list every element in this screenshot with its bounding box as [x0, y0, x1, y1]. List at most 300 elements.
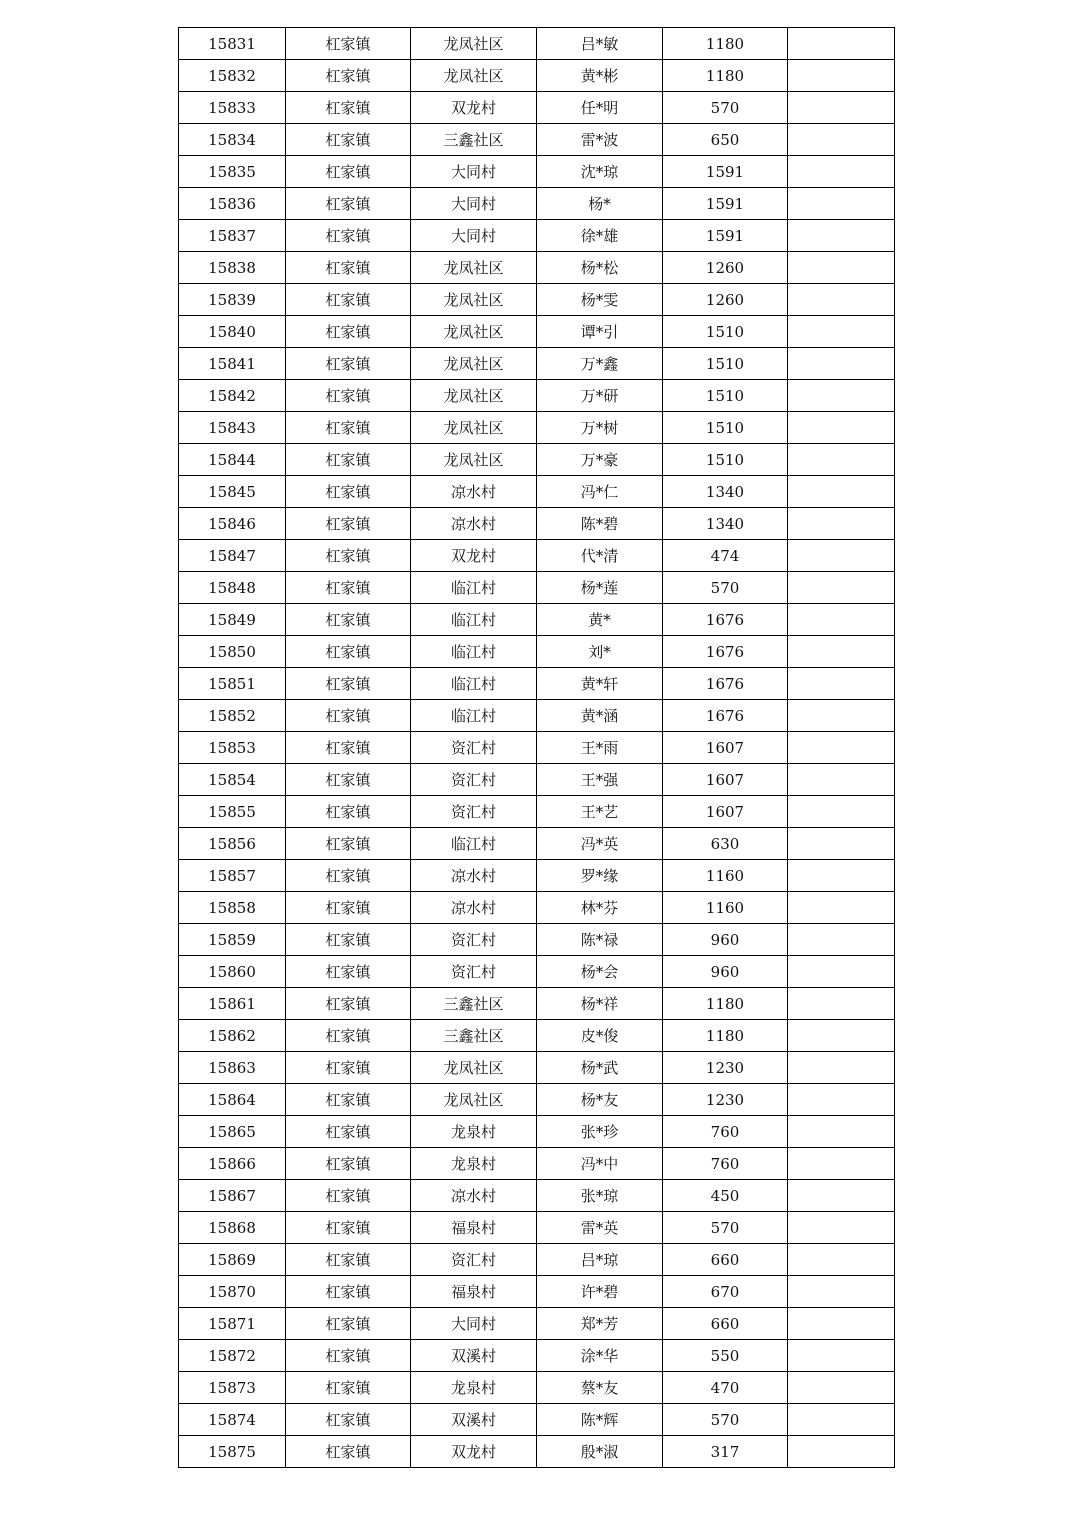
- cell-note: [788, 60, 895, 92]
- cell-serial-number: 15861: [179, 988, 286, 1020]
- table-row: [179, 1436, 895, 1468]
- cell-amount: 1260: [663, 252, 788, 284]
- cell-village: 临江村: [411, 636, 537, 668]
- cell-village: 凉水村: [411, 508, 537, 540]
- cell-note: [788, 284, 895, 316]
- cell-village: 龙凤社区: [411, 348, 537, 380]
- cell-amount: 650: [663, 124, 788, 156]
- cell-town: 杠家镇: [286, 60, 411, 92]
- table-row: [179, 540, 895, 572]
- cell-note: [788, 1180, 895, 1212]
- cell-town: 杠家镇: [286, 700, 411, 732]
- table-row: [179, 220, 895, 252]
- cell-name: 罗*缘: [537, 860, 663, 892]
- cell-amount: 1340: [663, 508, 788, 540]
- cell-village: 资汇村: [411, 924, 537, 956]
- cell-town: 杠家镇: [286, 156, 411, 188]
- cell-amount: 1676: [663, 668, 788, 700]
- cell-note: [788, 316, 895, 348]
- cell-note: [788, 700, 895, 732]
- cell-serial-number: 15872: [179, 1340, 286, 1372]
- cell-town: 杠家镇: [286, 572, 411, 604]
- table-row: [179, 604, 895, 636]
- cell-village: 资汇村: [411, 732, 537, 764]
- cell-serial-number: 15865: [179, 1116, 286, 1148]
- cell-village: 龙凤社区: [411, 28, 537, 60]
- cell-village: 临江村: [411, 700, 537, 732]
- cell-name: 张*琼: [537, 1180, 663, 1212]
- cell-note: [788, 860, 895, 892]
- table-row: [179, 1340, 895, 1372]
- cell-name: 杨*松: [537, 252, 663, 284]
- cell-village: 资汇村: [411, 956, 537, 988]
- table-row: [179, 124, 895, 156]
- cell-serial-number: 15845: [179, 476, 286, 508]
- table-row: [179, 892, 895, 924]
- cell-village: 龙凤社区: [411, 1084, 537, 1116]
- cell-village: 龙泉村: [411, 1148, 537, 1180]
- cell-town: 杠家镇: [286, 1244, 411, 1276]
- roster-table: [178, 27, 895, 1468]
- cell-serial-number: 15873: [179, 1372, 286, 1404]
- cell-serial-number: 15832: [179, 60, 286, 92]
- cell-serial-number: 15837: [179, 220, 286, 252]
- cell-amount: 1510: [663, 380, 788, 412]
- cell-village: 双龙村: [411, 92, 537, 124]
- cell-note: [788, 220, 895, 252]
- cell-serial-number: 15863: [179, 1052, 286, 1084]
- cell-amount: 1510: [663, 412, 788, 444]
- table-row: [179, 1276, 895, 1308]
- cell-amount: 1676: [663, 604, 788, 636]
- table-row: [179, 1308, 895, 1340]
- cell-note: [788, 1020, 895, 1052]
- cell-serial-number: 15839: [179, 284, 286, 316]
- table-row: [179, 508, 895, 540]
- cell-name: 涂*华: [537, 1340, 663, 1372]
- cell-name: 黄*涵: [537, 700, 663, 732]
- cell-serial-number: 15836: [179, 188, 286, 220]
- table-row: [179, 956, 895, 988]
- table-row: [179, 732, 895, 764]
- cell-note: [788, 540, 895, 572]
- cell-name: 杨*武: [537, 1052, 663, 1084]
- cell-village: 福泉村: [411, 1276, 537, 1308]
- cell-amount: 660: [663, 1244, 788, 1276]
- cell-town: 杠家镇: [286, 412, 411, 444]
- cell-town: 杠家镇: [286, 1148, 411, 1180]
- cell-serial-number: 15831: [179, 28, 286, 60]
- cell-village: 大同村: [411, 188, 537, 220]
- cell-amount: 960: [663, 924, 788, 956]
- cell-amount: 1160: [663, 860, 788, 892]
- cell-amount: 760: [663, 1148, 788, 1180]
- cell-village: 大同村: [411, 156, 537, 188]
- cell-name: 张*珍: [537, 1116, 663, 1148]
- cell-name: 王*艺: [537, 796, 663, 828]
- cell-name: 殷*淑: [537, 1436, 663, 1468]
- cell-name: 陈*禄: [537, 924, 663, 956]
- cell-note: [788, 508, 895, 540]
- cell-town: 杠家镇: [286, 284, 411, 316]
- cell-serial-number: 15835: [179, 156, 286, 188]
- table-row: [179, 444, 895, 476]
- cell-town: 杠家镇: [286, 636, 411, 668]
- cell-village: 三鑫社区: [411, 1020, 537, 1052]
- cell-amount: 1591: [663, 188, 788, 220]
- table-row: [179, 380, 895, 412]
- cell-town: 杠家镇: [286, 476, 411, 508]
- cell-village: 龙凤社区: [411, 444, 537, 476]
- cell-amount: 1676: [663, 700, 788, 732]
- cell-name: 陈*碧: [537, 508, 663, 540]
- cell-village: 双溪村: [411, 1340, 537, 1372]
- cell-amount: 1260: [663, 284, 788, 316]
- table-row: [179, 988, 895, 1020]
- cell-note: [788, 156, 895, 188]
- cell-village: 龙凤社区: [411, 284, 537, 316]
- cell-village: 三鑫社区: [411, 124, 537, 156]
- cell-amount: 1607: [663, 732, 788, 764]
- table-row: [179, 316, 895, 348]
- cell-name: 沈*琼: [537, 156, 663, 188]
- cell-name: 徐*雄: [537, 220, 663, 252]
- cell-note: [788, 252, 895, 284]
- table-row: [179, 188, 895, 220]
- cell-village: 龙凤社区: [411, 380, 537, 412]
- cell-town: 杠家镇: [286, 252, 411, 284]
- cell-town: 杠家镇: [286, 1340, 411, 1372]
- cell-serial-number: 15856: [179, 828, 286, 860]
- cell-town: 杠家镇: [286, 892, 411, 924]
- cell-name: 杨*祥: [537, 988, 663, 1020]
- cell-serial-number: 15834: [179, 124, 286, 156]
- cell-serial-number: 15849: [179, 604, 286, 636]
- cell-name: 皮*俊: [537, 1020, 663, 1052]
- cell-serial-number: 15854: [179, 764, 286, 796]
- table-row: [179, 1404, 895, 1436]
- cell-town: 杠家镇: [286, 1436, 411, 1468]
- cell-name: 黄*轩: [537, 668, 663, 700]
- cell-amount: 450: [663, 1180, 788, 1212]
- table-row: [179, 284, 895, 316]
- cell-town: 杠家镇: [286, 1276, 411, 1308]
- cell-note: [788, 92, 895, 124]
- cell-amount: 1230: [663, 1052, 788, 1084]
- cell-village: 双龙村: [411, 540, 537, 572]
- cell-village: 龙凤社区: [411, 412, 537, 444]
- cell-village: 龙凤社区: [411, 60, 537, 92]
- cell-town: 杠家镇: [286, 92, 411, 124]
- cell-village: 双溪村: [411, 1404, 537, 1436]
- cell-name: 万*鑫: [537, 348, 663, 380]
- table-row: [179, 60, 895, 92]
- cell-town: 杠家镇: [286, 604, 411, 636]
- cell-note: [788, 1244, 895, 1276]
- table-row: [179, 764, 895, 796]
- table-row: [179, 1372, 895, 1404]
- table-row: [179, 92, 895, 124]
- cell-serial-number: 15855: [179, 796, 286, 828]
- cell-serial-number: 15842: [179, 380, 286, 412]
- cell-note: [788, 1084, 895, 1116]
- cell-town: 杠家镇: [286, 1084, 411, 1116]
- cell-amount: 1510: [663, 444, 788, 476]
- cell-note: [788, 1436, 895, 1468]
- cell-name: 谭*引: [537, 316, 663, 348]
- cell-note: [788, 188, 895, 220]
- cell-name: 代*清: [537, 540, 663, 572]
- cell-amount: 317: [663, 1436, 788, 1468]
- cell-name: 杨*友: [537, 1084, 663, 1116]
- table-row: [179, 1084, 895, 1116]
- cell-serial-number: 15870: [179, 1276, 286, 1308]
- cell-amount: 1510: [663, 316, 788, 348]
- table-row: [179, 668, 895, 700]
- cell-name: 杨*: [537, 188, 663, 220]
- cell-name: 蔡*友: [537, 1372, 663, 1404]
- cell-amount: 1591: [663, 220, 788, 252]
- cell-name: 陈*辉: [537, 1404, 663, 1436]
- cell-village: 资汇村: [411, 796, 537, 828]
- cell-town: 杠家镇: [286, 828, 411, 860]
- table-row: [179, 252, 895, 284]
- table-row: [179, 700, 895, 732]
- cell-note: [788, 348, 895, 380]
- cell-amount: 470: [663, 1372, 788, 1404]
- cell-amount: 670: [663, 1276, 788, 1308]
- cell-village: 龙泉村: [411, 1372, 537, 1404]
- cell-name: 林*芬: [537, 892, 663, 924]
- cell-town: 杠家镇: [286, 380, 411, 412]
- cell-village: 临江村: [411, 604, 537, 636]
- cell-amount: 570: [663, 1212, 788, 1244]
- table-row: [179, 1244, 895, 1276]
- cell-village: 大同村: [411, 220, 537, 252]
- table-row: [179, 1180, 895, 1212]
- cell-village: 资汇村: [411, 1244, 537, 1276]
- cell-town: 杠家镇: [286, 1212, 411, 1244]
- cell-note: [788, 1148, 895, 1180]
- cell-amount: 660: [663, 1308, 788, 1340]
- table-row: [179, 796, 895, 828]
- cell-note: [788, 764, 895, 796]
- cell-amount: 570: [663, 1404, 788, 1436]
- cell-amount: 1340: [663, 476, 788, 508]
- cell-amount: 1180: [663, 1020, 788, 1052]
- table-row: [179, 828, 895, 860]
- cell-note: [788, 1276, 895, 1308]
- cell-amount: 1676: [663, 636, 788, 668]
- cell-serial-number: 15862: [179, 1020, 286, 1052]
- cell-note: [788, 28, 895, 60]
- cell-amount: 550: [663, 1340, 788, 1372]
- cell-town: 杠家镇: [286, 540, 411, 572]
- cell-note: [788, 476, 895, 508]
- cell-serial-number: 15833: [179, 92, 286, 124]
- cell-name: 冯*仁: [537, 476, 663, 508]
- cell-town: 杠家镇: [286, 348, 411, 380]
- cell-serial-number: 15847: [179, 540, 286, 572]
- cell-town: 杠家镇: [286, 1372, 411, 1404]
- cell-village: 临江村: [411, 828, 537, 860]
- cell-village: 三鑫社区: [411, 988, 537, 1020]
- cell-town: 杠家镇: [286, 1020, 411, 1052]
- cell-serial-number: 15853: [179, 732, 286, 764]
- cell-town: 杠家镇: [286, 1116, 411, 1148]
- cell-village: 龙凤社区: [411, 252, 537, 284]
- table-row: [179, 1212, 895, 1244]
- cell-serial-number: 15867: [179, 1180, 286, 1212]
- cell-name: 吕*敏: [537, 28, 663, 60]
- cell-town: 杠家镇: [286, 124, 411, 156]
- cell-note: [788, 604, 895, 636]
- cell-amount: 1180: [663, 28, 788, 60]
- cell-town: 杠家镇: [286, 444, 411, 476]
- cell-village: 凉水村: [411, 892, 537, 924]
- cell-name: 杨*会: [537, 956, 663, 988]
- cell-note: [788, 828, 895, 860]
- table-row: [179, 1020, 895, 1052]
- cell-town: 杠家镇: [286, 188, 411, 220]
- table-row: [179, 1052, 895, 1084]
- cell-name: 杨*雯: [537, 284, 663, 316]
- cell-town: 杠家镇: [286, 1308, 411, 1340]
- cell-town: 杠家镇: [286, 220, 411, 252]
- cell-amount: 1230: [663, 1084, 788, 1116]
- cell-serial-number: 15874: [179, 1404, 286, 1436]
- table-row: [179, 28, 895, 60]
- cell-serial-number: 15857: [179, 860, 286, 892]
- cell-name: 黄*彬: [537, 60, 663, 92]
- cell-town: 杠家镇: [286, 860, 411, 892]
- cell-name: 黄*: [537, 604, 663, 636]
- cell-serial-number: 15844: [179, 444, 286, 476]
- cell-amount: 570: [663, 92, 788, 124]
- cell-name: 冯*英: [537, 828, 663, 860]
- cell-amount: 1180: [663, 988, 788, 1020]
- cell-note: [788, 732, 895, 764]
- cell-serial-number: 15864: [179, 1084, 286, 1116]
- cell-name: 王*雨: [537, 732, 663, 764]
- cell-serial-number: 15841: [179, 348, 286, 380]
- table-row: [179, 1148, 895, 1180]
- cell-note: [788, 988, 895, 1020]
- cell-name: 王*强: [537, 764, 663, 796]
- cell-amount: 1591: [663, 156, 788, 188]
- cell-name: 冯*中: [537, 1148, 663, 1180]
- cell-note: [788, 796, 895, 828]
- cell-serial-number: 15871: [179, 1308, 286, 1340]
- cell-serial-number: 15852: [179, 700, 286, 732]
- cell-serial-number: 15858: [179, 892, 286, 924]
- cell-note: [788, 1116, 895, 1148]
- cell-village: 大同村: [411, 1308, 537, 1340]
- cell-town: 杠家镇: [286, 1052, 411, 1084]
- table-row: [179, 156, 895, 188]
- cell-village: 龙凤社区: [411, 1052, 537, 1084]
- cell-village: 凉水村: [411, 860, 537, 892]
- cell-village: 凉水村: [411, 476, 537, 508]
- cell-serial-number: 15851: [179, 668, 286, 700]
- table-row: [179, 636, 895, 668]
- cell-note: [788, 892, 895, 924]
- cell-serial-number: 15866: [179, 1148, 286, 1180]
- cell-serial-number: 15868: [179, 1212, 286, 1244]
- cell-name: 许*碧: [537, 1276, 663, 1308]
- cell-amount: 474: [663, 540, 788, 572]
- cell-name: 雷*波: [537, 124, 663, 156]
- cell-town: 杠家镇: [286, 1180, 411, 1212]
- cell-note: [788, 1404, 895, 1436]
- cell-town: 杠家镇: [286, 732, 411, 764]
- cell-village: 临江村: [411, 572, 537, 604]
- cell-town: 杠家镇: [286, 956, 411, 988]
- cell-serial-number: 15843: [179, 412, 286, 444]
- cell-town: 杠家镇: [286, 668, 411, 700]
- cell-amount: 760: [663, 1116, 788, 1148]
- cell-name: 杨*莲: [537, 572, 663, 604]
- cell-amount: 1607: [663, 764, 788, 796]
- cell-serial-number: 15848: [179, 572, 286, 604]
- cell-village: 龙泉村: [411, 1116, 537, 1148]
- cell-amount: 1607: [663, 796, 788, 828]
- roster-table-body: [179, 28, 895, 1468]
- cell-note: [788, 956, 895, 988]
- cell-note: [788, 668, 895, 700]
- cell-note: [788, 1308, 895, 1340]
- cell-note: [788, 444, 895, 476]
- cell-serial-number: 15875: [179, 1436, 286, 1468]
- cell-serial-number: 15860: [179, 956, 286, 988]
- cell-town: 杠家镇: [286, 28, 411, 60]
- cell-amount: 960: [663, 956, 788, 988]
- cell-serial-number: 15840: [179, 316, 286, 348]
- cell-note: [788, 1372, 895, 1404]
- cell-note: [788, 380, 895, 412]
- cell-name: 任*明: [537, 92, 663, 124]
- cell-amount: 1160: [663, 892, 788, 924]
- cell-name: 吕*琼: [537, 1244, 663, 1276]
- cell-note: [788, 636, 895, 668]
- cell-town: 杠家镇: [286, 924, 411, 956]
- cell-amount: 1180: [663, 60, 788, 92]
- table-row: [179, 476, 895, 508]
- cell-note: [788, 924, 895, 956]
- cell-town: 杠家镇: [286, 1404, 411, 1436]
- table-row: [179, 860, 895, 892]
- cell-note: [788, 412, 895, 444]
- cell-name: 郑*芳: [537, 1308, 663, 1340]
- cell-town: 杠家镇: [286, 796, 411, 828]
- cell-name: 万*树: [537, 412, 663, 444]
- cell-note: [788, 1340, 895, 1372]
- table-row: [179, 1116, 895, 1148]
- cell-town: 杠家镇: [286, 316, 411, 348]
- cell-town: 杠家镇: [286, 508, 411, 540]
- cell-amount: 1510: [663, 348, 788, 380]
- table-row: [179, 348, 895, 380]
- cell-village: 凉水村: [411, 1180, 537, 1212]
- table-row: [179, 924, 895, 956]
- cell-town: 杠家镇: [286, 988, 411, 1020]
- cell-note: [788, 1212, 895, 1244]
- cell-serial-number: 15859: [179, 924, 286, 956]
- cell-name: 雷*英: [537, 1212, 663, 1244]
- cell-village: 龙凤社区: [411, 316, 537, 348]
- cell-name: 万*豪: [537, 444, 663, 476]
- cell-village: 双龙村: [411, 1436, 537, 1468]
